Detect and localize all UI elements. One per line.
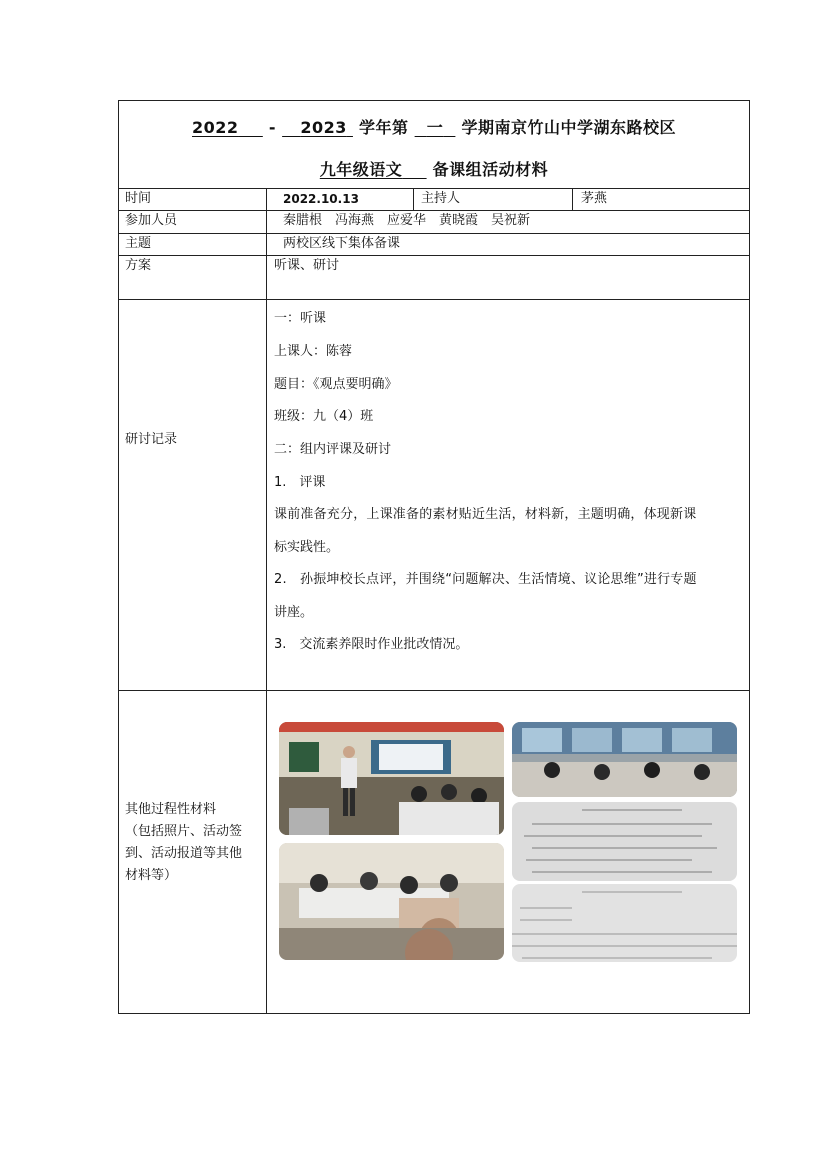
participants-value: 秦腊根 冯海燕 应爱华 黄晓霞 吴祝新 — [283, 213, 531, 228]
host-value: 茅燕 — [581, 191, 608, 206]
topic-label: 主题 — [125, 236, 152, 251]
record-line-2: 上课人：陈蓉 — [274, 344, 353, 359]
record-line-8: 标实践性。 — [274, 540, 340, 555]
classroom-students-photo — [512, 722, 737, 797]
year-dash: - — [268, 118, 277, 137]
year-end: 2023 — [300, 118, 347, 137]
activity-record-table — [118, 100, 750, 1014]
time-value: 2022.10.13 — [283, 192, 359, 206]
record-line-4: 班级：九（4）班 — [274, 409, 374, 424]
term: 一 — [426, 118, 444, 137]
record-line-11: 3. 交流素养限时作业批改情况。 — [274, 637, 469, 652]
term-school: 学期南京竹山中学湖东路校区 — [461, 118, 676, 137]
school-year-label: 学年第 — [359, 118, 409, 137]
activity-title: 备课组活动材料 — [432, 160, 549, 179]
host-label: 主持人 — [421, 191, 461, 206]
record-line-5: 二：组内评课及研讨 — [274, 442, 392, 457]
year-start: 2022 — [192, 118, 239, 137]
record-line-1: 一：听课 — [274, 311, 327, 326]
record-line-9: 2. 孙振坤校长点评，并围绕“问题解决、生活情境、议论思维”进行专题 — [274, 572, 697, 587]
handwritten-notes-photo-1 — [512, 802, 737, 881]
participants-label: 参加人员 — [125, 213, 178, 228]
materials-label-3: 到、活动报道等其他 — [125, 846, 243, 861]
plan-label: 方案 — [125, 258, 152, 273]
grade-subject: 九年级语文 — [319, 160, 403, 179]
teachers-discussion-photo — [279, 843, 504, 960]
record-line-10: 讲座。 — [274, 605, 314, 620]
handwritten-notes-photo-2 — [512, 884, 737, 962]
title-line-1 — [119, 115, 749, 138]
materials-label-1: 其他过程性材料 — [125, 802, 217, 817]
materials-label-2: （包括照片、活动签 — [125, 824, 243, 839]
time-label: 时间 — [125, 191, 152, 206]
title-line-2 — [119, 157, 749, 180]
topic-value: 两校区线下集体备课 — [283, 236, 401, 251]
classroom-lecture-photo — [279, 722, 504, 835]
record-label: 研讨记录 — [125, 432, 178, 447]
record-line-7: 课前准备充分，上课准备的素材贴近生活，材料新，主题明确，体现新课 — [274, 507, 697, 522]
materials-label-4: 材料等） — [125, 868, 178, 883]
plan-value: 听课、研讨 — [274, 258, 340, 273]
record-line-3: 题目：《观点要明确》 — [274, 377, 398, 392]
record-line-6: 1. 评课 — [274, 475, 326, 490]
